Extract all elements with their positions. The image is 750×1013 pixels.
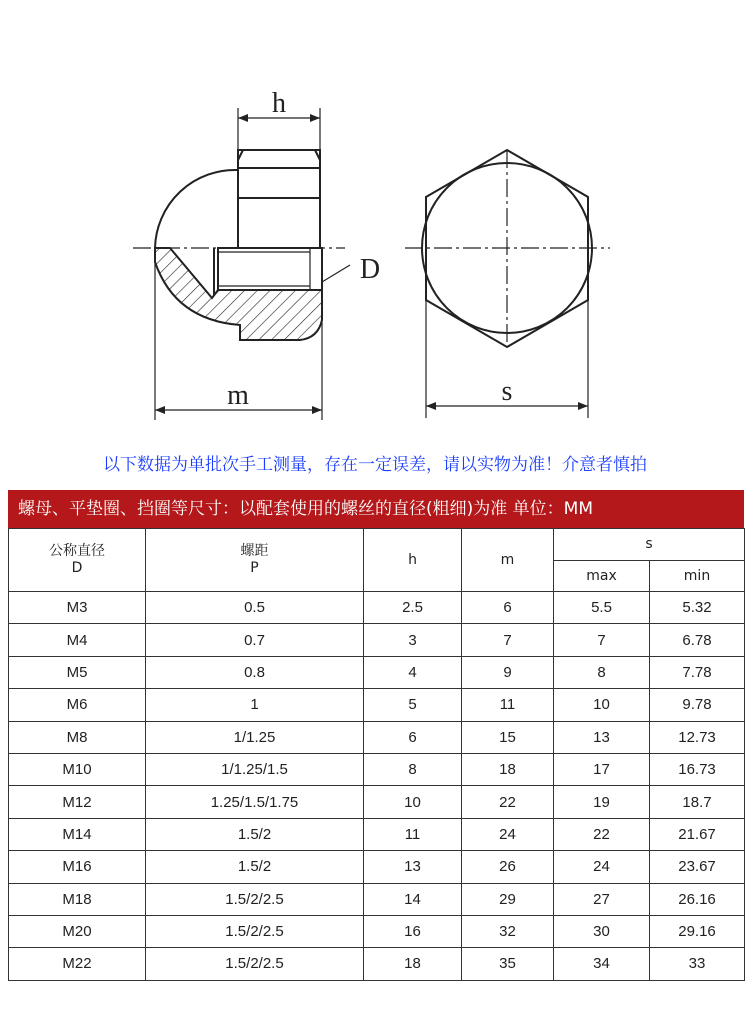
cell-s-min: 33: [650, 948, 745, 980]
cell-s-max: 19: [554, 786, 650, 818]
measurement-notice: 以下数据为单批次手工测量，存在一定误差，请以实物为准！介意者慎拍: [103, 455, 647, 475]
cell-s-min: 7.78: [650, 656, 745, 688]
cell-diameter: M4: [9, 624, 146, 656]
cell-diameter: M8: [9, 721, 146, 753]
cell-m: 22: [462, 786, 554, 818]
cell-m: 7: [462, 624, 554, 656]
cell-s-min: 5.32: [650, 592, 745, 624]
cell-pitch: 1/1.25: [146, 721, 364, 753]
cell-diameter: M18: [9, 883, 146, 915]
cell-pitch: 1.5/2/2.5: [146, 915, 364, 947]
header-pitch: [146, 529, 364, 592]
header-p-line1: 螺距: [240, 543, 269, 559]
table-row: [9, 592, 745, 624]
cell-h: 4: [364, 656, 462, 688]
header-h: h: [364, 529, 462, 592]
cell-pitch: 0.7: [146, 624, 364, 656]
cell-s-max: 30: [554, 915, 650, 947]
cell-m: 6: [462, 592, 554, 624]
cell-s-min: 16.73: [650, 753, 745, 785]
table-row: [9, 721, 745, 753]
cell-s-max: 24: [554, 851, 650, 883]
cell-diameter: M3: [9, 592, 146, 624]
cell-s-min: 21.67: [650, 818, 745, 850]
cell-h: 6: [364, 721, 462, 753]
cell-diameter: M5: [9, 656, 146, 688]
table-row: [9, 818, 745, 850]
dimension-m-label: m: [227, 380, 249, 411]
cell-pitch: 1.5/2/2.5: [146, 948, 364, 980]
cell-m: 32: [462, 915, 554, 947]
cell-pitch: 1/1.25/1.5: [146, 753, 364, 785]
header-d-line2: D: [71, 560, 83, 576]
cell-m: 35: [462, 948, 554, 980]
cell-h: 8: [364, 753, 462, 785]
cell-s-min: 18.7: [650, 786, 745, 818]
dimension-s-label: s: [501, 376, 513, 407]
thread-bore: [218, 248, 322, 290]
cell-h: 13: [364, 851, 462, 883]
table-row: [9, 624, 745, 656]
table-row: [9, 753, 745, 785]
cell-h: 16: [364, 915, 462, 947]
cell-s-min: 26.16: [650, 883, 745, 915]
header-p-line2: P: [250, 560, 259, 576]
cell-s-max: 27: [554, 883, 650, 915]
cell-s-min: 29.16: [650, 915, 745, 947]
size-banner: 螺母、平垫圈、挡圈等尺寸：以配套使用的螺丝的直径(粗细)为准 单位：MM: [8, 490, 744, 528]
cell-s-min: 12.73: [650, 721, 745, 753]
cell-pitch: 1.25/1.5/1.75: [146, 786, 364, 818]
dome-outline: [155, 170, 238, 248]
cell-h: 11: [364, 818, 462, 850]
cell-pitch: 1: [146, 689, 364, 721]
dimension-h-label: h: [272, 88, 286, 119]
cell-s-min: 6.78: [650, 624, 745, 656]
cell-s-min: 23.67: [650, 851, 745, 883]
side-view: [133, 108, 350, 420]
header-nominal-diameter: [9, 529, 146, 592]
cell-s-min: 9.78: [650, 689, 745, 721]
cell-m: 15: [462, 721, 554, 753]
cell-pitch: 1.5/2/2.5: [146, 883, 364, 915]
header-s-max: max: [554, 560, 650, 592]
cell-pitch: 0.5: [146, 592, 364, 624]
header-s: s: [554, 529, 745, 561]
table-row: [9, 915, 745, 947]
cell-s-max: 17: [554, 753, 650, 785]
cell-h: 10: [364, 786, 462, 818]
cell-s-max: 34: [554, 948, 650, 980]
cell-m: 9: [462, 656, 554, 688]
table-row: [9, 656, 745, 688]
cell-s-max: 8: [554, 656, 650, 688]
spec-table: [8, 528, 745, 981]
cell-s-max: 22: [554, 818, 650, 850]
spec-table-body: [9, 592, 745, 981]
table-row: [9, 689, 745, 721]
cell-m: 29: [462, 883, 554, 915]
cell-s-max: 13: [554, 721, 650, 753]
dimension-d-label: D: [359, 254, 381, 285]
cell-diameter: M12: [9, 786, 146, 818]
cell-h: 2.5: [364, 592, 462, 624]
table-row: [9, 851, 745, 883]
cell-s-max: 7: [554, 624, 650, 656]
header-m: m: [462, 529, 554, 592]
cell-h: 5: [364, 689, 462, 721]
cell-diameter: M6: [9, 689, 146, 721]
header-s-min: min: [650, 560, 745, 592]
table-row: [9, 883, 745, 915]
cell-h: 18: [364, 948, 462, 980]
cell-pitch: 1.5/2: [146, 851, 364, 883]
cap-nut-drawing: [0, 0, 750, 440]
cell-pitch: 1.5/2: [146, 818, 364, 850]
cell-diameter: M20: [9, 915, 146, 947]
cell-s-max: 10: [554, 689, 650, 721]
cell-s-max: 5.5: [554, 592, 650, 624]
cell-pitch: 0.8: [146, 656, 364, 688]
table-row: [9, 786, 745, 818]
cell-diameter: M16: [9, 851, 146, 883]
header-d-line1: 公称直径: [49, 543, 105, 559]
cell-diameter: M10: [9, 753, 146, 785]
cell-m: 24: [462, 818, 554, 850]
cell-m: 26: [462, 851, 554, 883]
table-row: [9, 948, 745, 980]
cell-diameter: M14: [9, 818, 146, 850]
cell-m: 11: [462, 689, 554, 721]
cell-h: 3: [364, 624, 462, 656]
cell-diameter: M22: [9, 948, 146, 980]
cell-m: 18: [462, 753, 554, 785]
cell-h: 14: [364, 883, 462, 915]
